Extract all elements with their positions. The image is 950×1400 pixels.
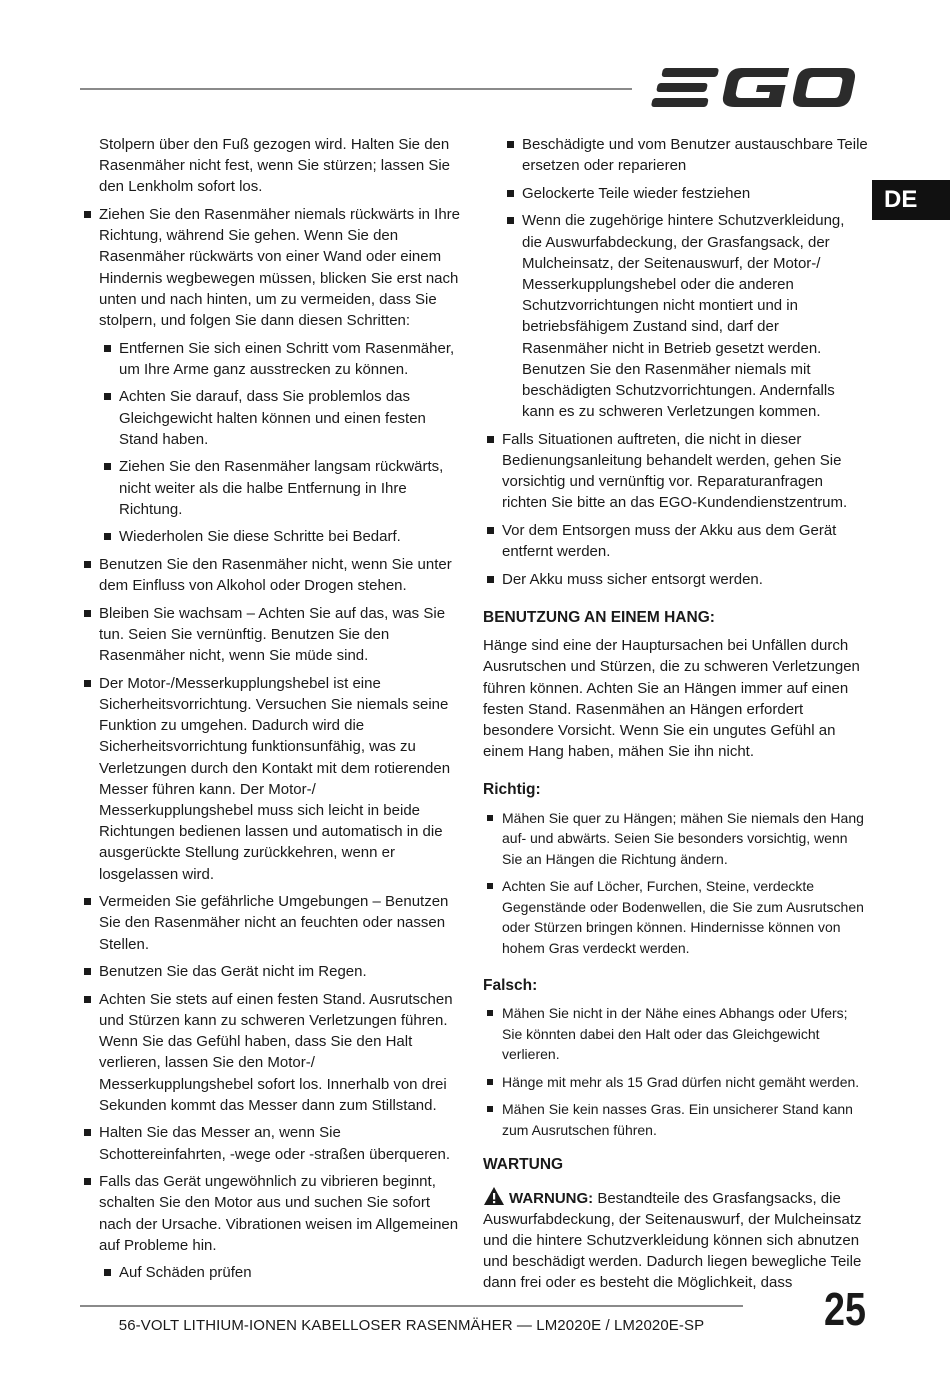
- page-number: 25: [824, 1283, 866, 1335]
- sub-list-item: Ziehen Sie den Rasenmäher langsam rückwärts, nicht weiter als die halbe Entfernung in Ihre Richtung.: [100, 456, 465, 520]
- list-item: Mähen Sie quer zu Hängen; mähen Sie niemals den Hang auf- und abwärts. Seien Sie besonders vorsichtig, wenn Sie an Hängen die Richtung ändern.: [483, 808, 868, 870]
- list-item: Der Akku muss sicher entsorgt werden.: [483, 569, 868, 590]
- list-item: Falls Situationen auftreten, die nicht in dieser Bedienungsanleitung behandelt werden, gehen Sie vorsichtig und vernünftig vor. Reparaturanfragen richten Sie bitte an das EGO-Kundendienstzentrum.: [483, 429, 868, 514]
- list-item: Falls das Gerät ungewöhnlich zu vibrieren beginnt, schalten Sie den Motor aus und suchen Sie sofort nach der Ursache. Vibrationen weisen im Allgemeinen auf Probleme hin.: [80, 1171, 465, 1256]
- section-heading-slope: BENUTZUNG AN EINEM HANG:: [483, 609, 715, 627]
- warning-label: WARNUNG:: [509, 1189, 594, 1207]
- section-heading-maintenance: WARTUNG: [483, 1156, 564, 1174]
- warning-triangle-icon: [483, 1186, 505, 1206]
- footer-rule: [80, 1305, 743, 1307]
- list-item: Achten Sie auf Löcher, Furchen, Steine, verdeckte Gegenstände oder Bodenwellen, die Sie zum Ausrutschen oder Stürzen bringen können. Hindernisse können von hohem Gras verdeckt werden.: [483, 876, 868, 958]
- left-column: [80, 134, 465, 1284]
- right-column: [483, 134, 868, 1294]
- list-item: Mähen Sie nicht in der Nähe eines Abhangs oder Ufers; Sie könnten dabei den Halt oder das Gleichgewicht verlieren.: [483, 1003, 868, 1065]
- list-item: Bleiben Sie wachsam – Achten Sie auf das, was Sie tun. Seien Sie vernünftig. Benutzen Sie den Rasenmäher nicht, wenn Sie müde sind.: [80, 603, 465, 667]
- sub-list-item: Auf Schäden prüfen: [100, 1262, 465, 1283]
- language-tab: DE: [872, 180, 950, 220]
- list-item: Mähen Sie kein nasses Gras. Ein unsicherer Stand kann zum Ausrutschen führen.: [483, 1099, 868, 1140]
- list-item: Benutzen Sie den Rasenmäher nicht, wenn Sie unter dem Einfluss von Alkohol oder Drogen stehen.: [80, 554, 465, 596]
- list-item: Ziehen Sie den Rasenmäher niemals rückwärts in Ihre Richtung, während Sie gehen. Wenn Sie den Rasenmäher rückwärts von einer Wand oder einem Hindernis wegbewegen müssen, blicken Sie erst nach unten und nach hinten, um zu vermeiden, dass Sie stolpern, und folgen Sie dann diesen Schritten:: [80, 204, 465, 331]
- list-item: Vor dem Entsorgen muss der Akku aus dem Gerät entfernt werden.: [483, 520, 868, 562]
- footer-title: 56-VOLT LITHIUM-IONEN KABELLOSER RASENMÄHER — LM2020E / LM2020E-SP: [118, 1317, 705, 1334]
- subheading-wrong: Falsch:: [483, 977, 538, 995]
- sub-list-item: Wiederholen Sie diese Schritte bei Bedarf.: [100, 526, 465, 547]
- slope-paragraph: Hänge sind eine der Hauptursachen bei Unfällen durch Ausrutschen und Stürzen, die zu schweren Verletzungen führen können. Achten Sie an Hängen immer auf einen festen Stand. Rasenmähen an Hängen erfordert besondere Vorsicht. Wenn Sie ein ungutes Gefühl an einem Hang haben, mähen Sie ihn nicht.: [483, 637, 860, 761]
- list-item: Halten Sie das Messer an, wenn Sie Schottereinfahrten, -wege oder -straßen überqueren.: [80, 1122, 465, 1164]
- sub-list-item: Beschädigte und vom Benutzer austauschbare Teile ersetzen oder reparieren: [503, 134, 868, 176]
- sub-list-item: Achten Sie darauf, dass Sie problemlos das Gleichgewicht halten können und einen festen Stand haben.: [100, 386, 465, 450]
- subheading-right: Richtig:: [483, 781, 541, 799]
- list-item: Hänge mit mehr als 15 Grad dürfen nicht gemäht werden.: [483, 1072, 868, 1093]
- continuation-text: Stolpern über den Fuß gezogen wird. Halten Sie den Rasenmäher nicht fest, wenn Sie stürzen; lassen Sie den Lenkholm sofort los.: [99, 136, 451, 196]
- warning-text: Bestandteile des Grasfangsacks, die Auswurfabdeckung, der Seitenauswurf, der Mulcheinsatz und die hintere Schutzverkleidung können sich abnutzen und beschädigt werden. Dadurch liegen bewegliche Teile dann frei oder es besteht die Möglichkeit, dass: [483, 1189, 862, 1292]
- sub-list-item: Wenn die zugehörige hintere Schutzverkleidung, die Auswurfabdeckung, der Grasfangsack, der Mulcheinsatz, der Seitenauswurf, der Motor-/ Messerkupplungshebel oder die anderen Schutzvorrichtungen nicht montiert und in betriebsfähigem Zustand sind, darf der Rasenmäher nicht in Betrieb gesetzt werden. Benutzen Sie den Rasenmäher niemals mit beschädigten Schutzvorrichtungen. Andernfalls kann es zu schweren Verletzungen kommen.: [503, 210, 868, 422]
- list-item: Benutzen Sie das Gerät nicht im Regen.: [80, 961, 465, 982]
- header-rule: [80, 88, 632, 90]
- sub-list-item: Gelockerte Teile wieder festziehen: [503, 183, 868, 204]
- list-item: Vermeiden Sie gefährliche Umgebungen – Benutzen Sie den Rasenmäher nicht an feuchten oder nassen Stellen.: [80, 891, 465, 955]
- list-item: Der Motor-/Messerkupplungshebel ist eine Sicherheitsvorrichtung. Versuchen Sie niemals seine Funktion zu umgehen. Dadurch wird die Sicherheitsvorrichtung funktionsunfähig, was zu Verletzungen durch den Kontakt mit dem rotierenden Messer führen kann. Der Motor-/ Messerkupplungshebel muss sich leicht in beide Richtungen bedienen lassen und automatisch in die ausgerückte Stellung zurückkehren, wenn er losgelassen wird.: [80, 673, 465, 885]
- warning-paragraph: [483, 1186, 868, 1294]
- list-item: Achten Sie stets auf einen festen Stand. Ausrutschen und Stürzen kann zu schweren Verletzungen führen. Wenn Sie das Gefühl haben, dass Sie den Halt verlieren, lassen Sie den Motor-/ Messerkupplungshebel sofort los. Innerhalb von drei Sekunden kommt das Messer dann zum Stillstand.: [80, 989, 465, 1116]
- ego-logo: [650, 64, 862, 112]
- sub-list-item: Entfernen Sie sich einen Schritt vom Rasenmäher, um Ihre Arme ganz ausstrecken zu können.: [100, 338, 465, 380]
